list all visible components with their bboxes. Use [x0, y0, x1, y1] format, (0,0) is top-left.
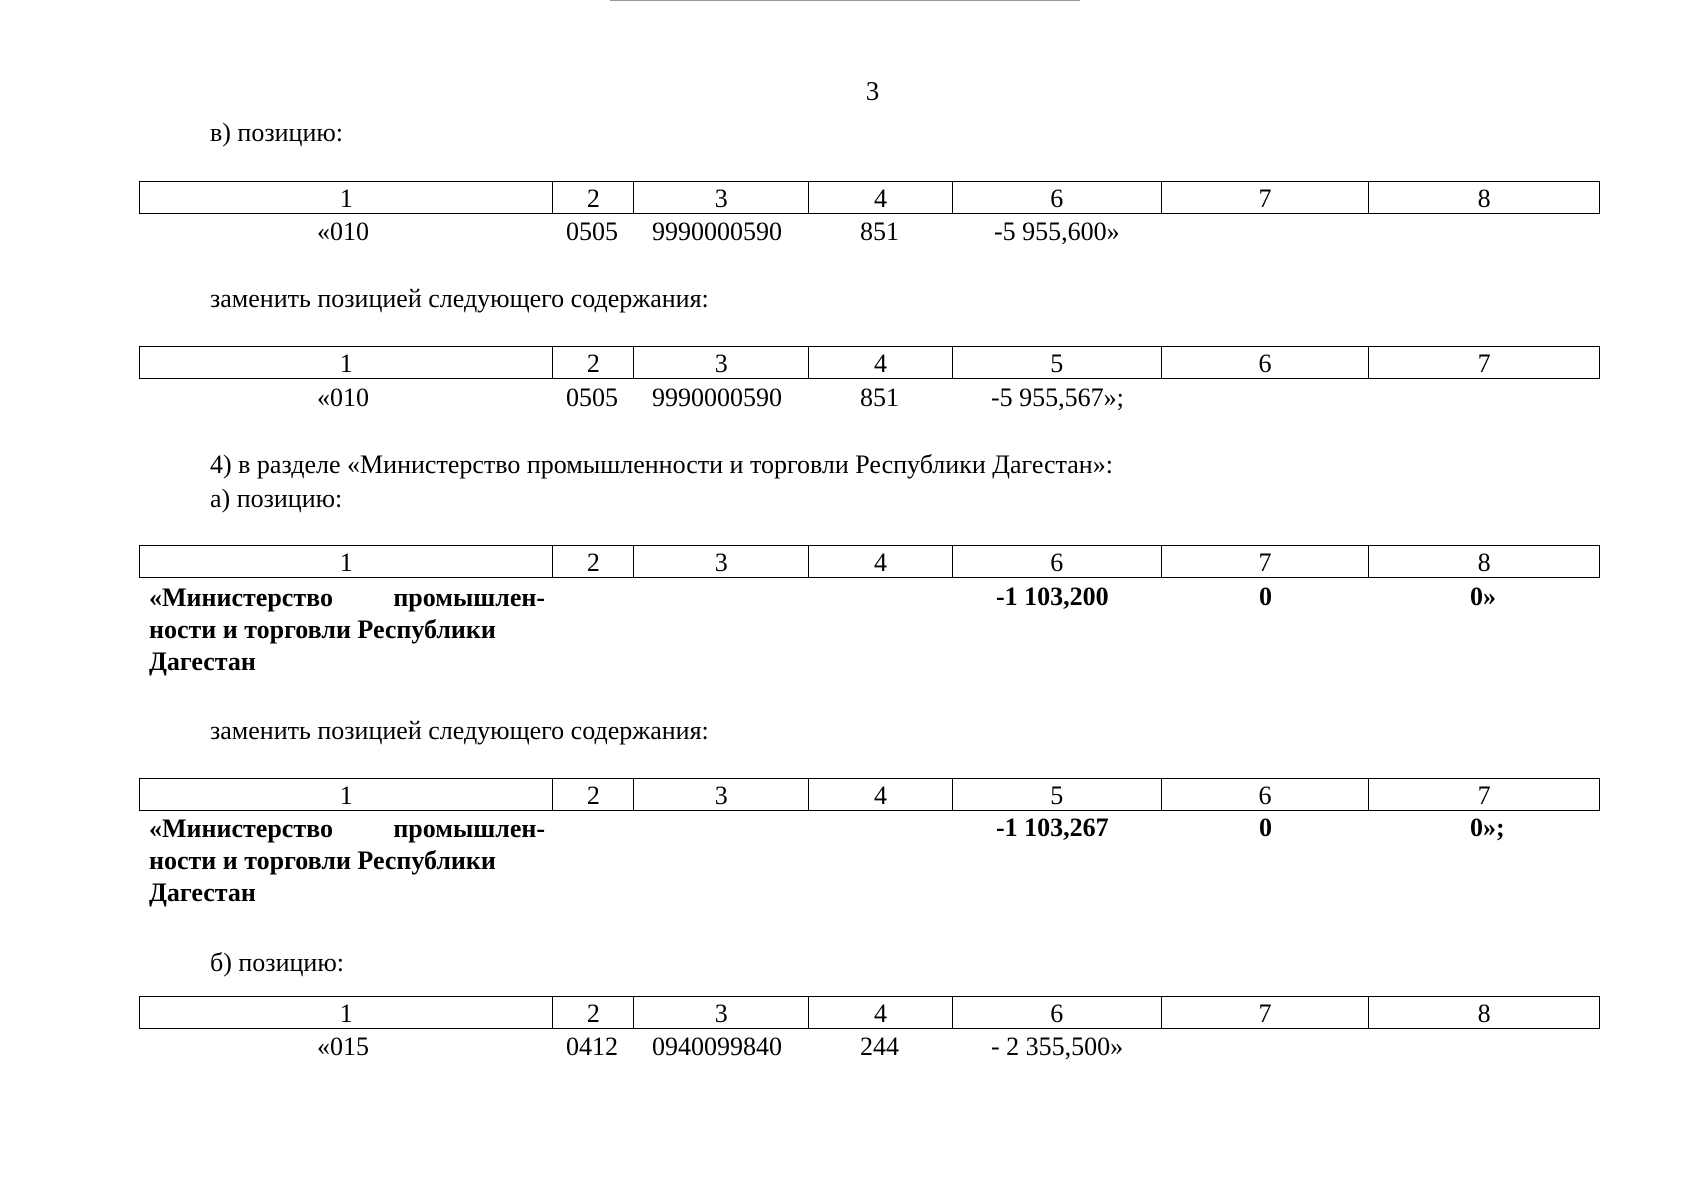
col-header: 2	[553, 182, 634, 213]
col-header: 1	[140, 347, 553, 378]
entity-line: промышлен-	[393, 814, 545, 843]
col-header: 1	[140, 182, 553, 213]
col-header: 5	[953, 779, 1162, 810]
entity-line: Дагестан	[149, 878, 256, 907]
cell-type: 851	[860, 217, 899, 246]
a-position-label: а) позицию:	[210, 484, 343, 513]
cell-amount: -5 955,567»;	[991, 383, 1124, 412]
col-header: 4	[809, 997, 953, 1028]
table-3-header	[139, 545, 1600, 578]
v-position-label: в) позицию:	[210, 118, 344, 147]
col-header: 3	[634, 997, 809, 1028]
col-header: 2	[553, 779, 634, 810]
cell-value-7: 0»;	[1470, 813, 1505, 842]
entity-line: ности и торговли Республики	[149, 615, 496, 644]
col-header: 3	[634, 779, 809, 810]
cell-value-8: 0»	[1470, 582, 1496, 611]
col-header: 8	[1477, 184, 1491, 213]
cell-value-6: 0	[1259, 813, 1272, 842]
col-header: 6	[953, 546, 1162, 577]
col-header: 7	[1162, 546, 1370, 577]
cell-code: «010	[317, 383, 369, 412]
cell-target: 0940099840	[652, 1032, 782, 1061]
col-header: 4	[809, 347, 953, 378]
table-5-header	[139, 996, 1600, 1029]
table-2-header	[139, 346, 1600, 379]
col-header: 6	[1162, 347, 1370, 378]
cell-target: 9990000590	[652, 217, 782, 246]
cell-code: «015	[317, 1032, 369, 1061]
col-header: 8	[1477, 548, 1491, 577]
entity-line: «Министерство	[149, 814, 333, 843]
col-header: 3	[634, 347, 809, 378]
col-header: 7	[1162, 182, 1370, 213]
col-header: 2	[553, 546, 634, 577]
col-header: 2	[553, 347, 634, 378]
table-4-header	[139, 778, 1600, 811]
entity-line: промышлен-	[393, 583, 545, 612]
page-number: 3	[865, 76, 880, 106]
cell-target: 9990000590	[652, 383, 782, 412]
col-header: 7	[1477, 349, 1491, 378]
replace-label-1: заменить позицией следующего содержания:	[210, 284, 709, 313]
col-header: 7	[1477, 781, 1491, 810]
cell-section: 0412	[566, 1032, 618, 1061]
entity-name	[149, 582, 545, 678]
cell-type: 851	[860, 383, 899, 412]
col-header: 1	[140, 779, 553, 810]
col-header: 7	[1162, 997, 1370, 1028]
cell-amount: - 2 355,500»	[991, 1032, 1124, 1061]
cell-amount: -1 103,267	[996, 813, 1109, 842]
col-header: 3	[634, 546, 809, 577]
entity-line: «Министерство	[149, 583, 333, 612]
b-position-label: б) позицию:	[210, 948, 344, 977]
replace-label-2: заменить позицией следующего содержания:	[210, 716, 709, 745]
col-header: 5	[953, 347, 1162, 378]
table-1-header	[139, 181, 1600, 214]
scan-top-edge	[610, 0, 1080, 1]
col-header: 6	[953, 182, 1162, 213]
entity-line: Дагестан	[149, 647, 256, 676]
cell-amount: -5 955,600»	[994, 217, 1120, 246]
col-header: 1	[140, 997, 553, 1028]
col-header: 8	[1477, 999, 1491, 1028]
cell-section: 0505	[566, 217, 618, 246]
col-header: 6	[1162, 779, 1370, 810]
cell-code: «010	[317, 217, 369, 246]
cell-section: 0505	[566, 383, 618, 412]
cell-type: 244	[860, 1032, 899, 1061]
col-header: 3	[634, 182, 809, 213]
col-header: 4	[809, 182, 953, 213]
col-header: 4	[809, 546, 953, 577]
col-header: 4	[809, 779, 953, 810]
entity-line: ности и торговли Республики	[149, 846, 496, 875]
cell-amount: -1 103,200	[996, 582, 1109, 611]
col-header: 6	[953, 997, 1162, 1028]
col-header: 2	[553, 997, 634, 1028]
cell-value-7: 0	[1259, 582, 1272, 611]
entity-name	[149, 813, 545, 909]
section-4-label: 4) в разделе «Министерство промышленности и торговли Республики Дагестан»:	[210, 450, 1113, 479]
col-header: 1	[140, 546, 553, 577]
